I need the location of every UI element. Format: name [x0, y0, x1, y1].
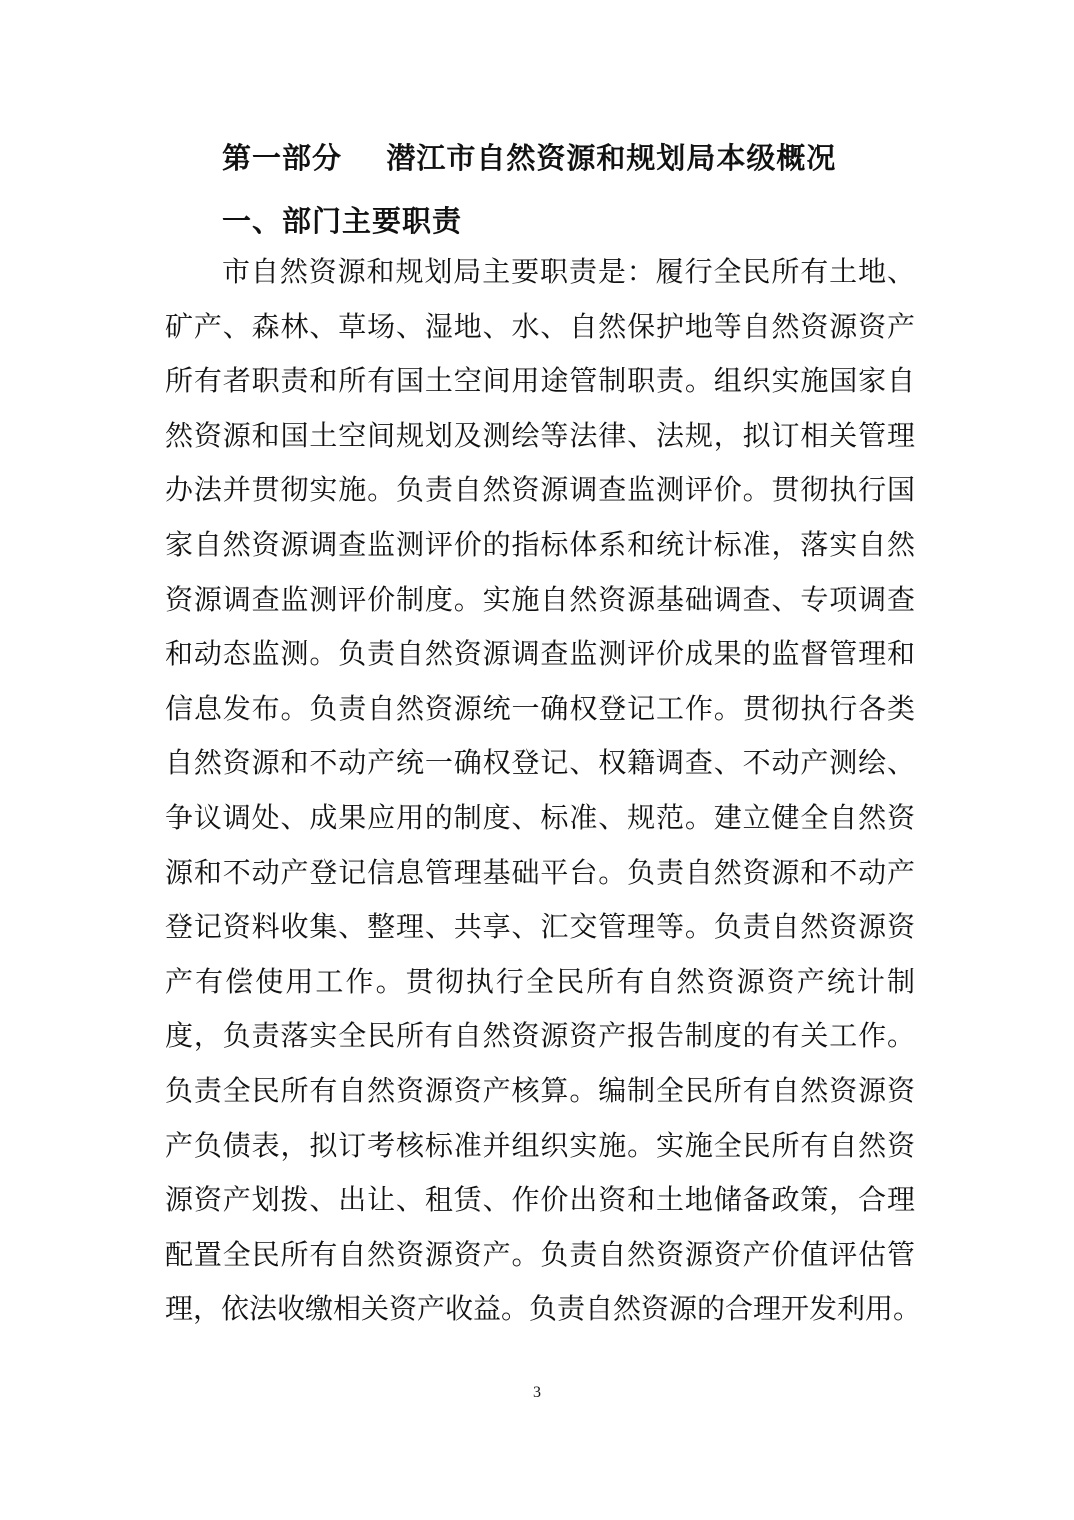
part-title: 第一部分 潜江市自然资源和规划局本级概况 [222, 141, 837, 175]
paragraph-line: 配置全民所有自然资源资产。负责自然资源资产价值评估管 [165, 1237, 915, 1271]
paragraph-line: 争议调处、成果应用的制度、标准、规范。建立健全自然资 [165, 800, 915, 834]
paragraph-line: 度，负责落实全民所有自然资源资产报告制度的有关工作。 [165, 1019, 915, 1053]
paragraph-line: 自然资源和不动产统一确权登记、权籍调查、不动产测绘、 [165, 746, 915, 780]
paragraph-line: 登记资料收集、整理、共享、汇交管理等。负责自然资源资 [165, 910, 915, 944]
paragraph-line: 家自然资源调查监测评价的指标体系和统计标准，落实自然 [165, 527, 915, 561]
paragraph-line: 矿产、森林、草场、湿地、水、自然保护地等自然资源资产 [165, 309, 915, 343]
paragraph-line: 和动态监测。负责自然资源调查监测评价成果的监督管理和 [165, 637, 915, 671]
paragraph-line: 源和不动产登记信息管理基础平台。负责自然资源和不动产 [165, 855, 915, 889]
paragraph-line: 所有者职责和所有国土空间用途管制职责。组织实施国家自 [165, 364, 915, 398]
paragraph-line: 产有偿使用工作。贯彻执行全民所有自然资源资产统计制 [165, 964, 915, 998]
section-heading: 一、部门主要职责 [222, 204, 463, 238]
page-number: 3 [533, 1384, 541, 1401]
paragraph-line: 资源调查监测评价制度。实施自然资源基础调查、专项调查 [165, 582, 915, 616]
paragraph-line: 产负债表，拟订考核标准并组织实施。实施全民所有自然资 [165, 1128, 915, 1162]
duties-paragraph [165, 245, 922, 1337]
paragraph-line: 市自然资源和规划局主要职责是：履行全民所有土地、 [222, 255, 915, 288]
paragraph-line: 办法并贯彻实施。负责自然资源调查监测评价。贯彻执行国 [165, 473, 915, 507]
paragraph-line: 源资产划拨、出让、租赁、作价出资和土地储备政策，合理 [165, 1183, 915, 1217]
paragraph-line: 然资源和国土空间规划及测绘等法律、法规，拟订相关管理 [165, 418, 915, 452]
paragraph-line: 理，依法收缴相关资产收益。负责自然资源的合理开发利用。 [165, 1292, 922, 1326]
paragraph-line: 负责全民所有自然资源资产核算。编制全民所有自然资源资 [165, 1073, 915, 1107]
paragraph-line: 信息发布。负责自然资源统一确权登记工作。贯彻执行各类 [165, 691, 915, 725]
